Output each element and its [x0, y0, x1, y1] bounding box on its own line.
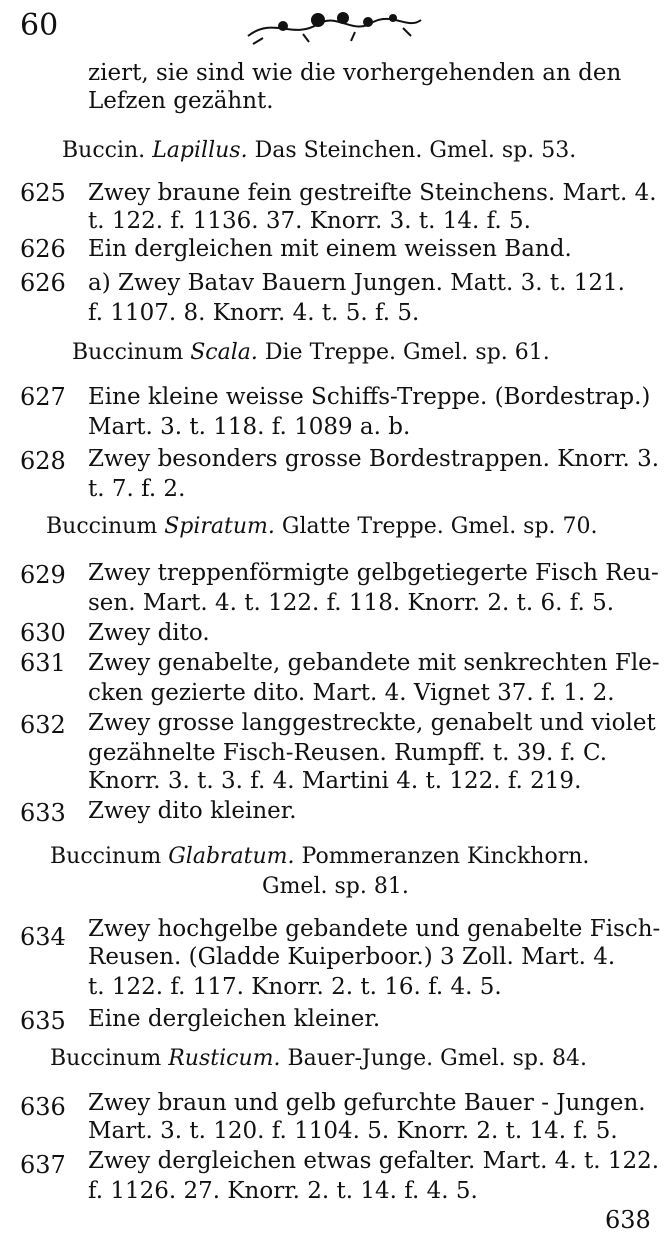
entry-number: 634 — [20, 923, 66, 951]
entry-text: gezähnelte Fisch-Reusen. Rumpff. t. 39. f. C. — [88, 740, 608, 766]
entry-text: Zwey hochgelbe gebandete und genabelte Fisch- — [88, 916, 661, 942]
entry-text: Reusen. (Gladde Kuiperboor.) 3 Zoll. Mart. 4. — [88, 944, 616, 970]
entry-text: cken gezierte dito. Mart. 4. Vignet 37. f. 1. 2. — [88, 680, 615, 706]
entry-text: a) Zwey Batav Bauern Jungen. Matt. 3. t. 121. — [88, 270, 625, 296]
heading-genus: Buccin. — [62, 138, 146, 163]
section-heading-spiratum — [46, 512, 598, 542]
entry-number: 629 — [20, 561, 66, 589]
section-heading-lapillus — [62, 136, 576, 166]
entry-number: 637 — [20, 1151, 66, 1179]
heading-species: Glabratum. — [168, 844, 295, 869]
entry-text: Zwey treppenförmigte gelbgetiegerte Fisch Reu- — [88, 560, 659, 586]
entry-text: t. 122. f. 117. Knorr. 2. t. 16. f. 4. 5. — [88, 974, 502, 1000]
heading-rest: Pommeranzen Kinckhorn. — [301, 844, 590, 869]
page-number: 60 — [20, 8, 59, 43]
entry-text: Mart. 3. t. 118. f. 1089 a. b. — [88, 414, 411, 440]
entry-text: Eine dergleichen kleiner. — [88, 1006, 381, 1032]
section-heading-rusticum — [50, 1044, 587, 1074]
heading-rest: Bauer-Junge. Gmel. sp. 84. — [287, 1046, 587, 1071]
heading-genus: Buccinum — [46, 514, 158, 539]
entry-text: t. 7. f. 2. — [88, 476, 186, 502]
entry-number: 625 — [20, 179, 66, 207]
entry-number: 630 — [20, 619, 66, 647]
entry-text: Zwey dito kleiner. — [88, 798, 297, 824]
intro-line-2: Lefzen gezähnt. — [88, 88, 274, 114]
floral-ornament — [243, 6, 423, 46]
catchword: 638 — [605, 1206, 651, 1234]
heading-species: Rusticum. — [168, 1046, 281, 1071]
entry-text: Eine kleine weisse Schiffs-Treppe. (Bordestrap.) — [88, 384, 651, 410]
entry-number: 631 — [20, 649, 66, 677]
entry-number: 633 — [20, 799, 66, 827]
entry-text: Knorr. 3. t. 3. f. 4. Martini 4. t. 122. f. 219. — [88, 768, 582, 794]
intro-line-1: ziert, sie sind wie die vorhergehenden an den — [88, 60, 622, 86]
entry-text: Zwey dergleichen etwas gefalter. Mart. 4. t. 122. — [88, 1148, 660, 1174]
entry-number: 632 — [20, 711, 66, 739]
section-heading-line-2: Gmel. sp. 81. — [262, 874, 409, 899]
heading-genus: Buccinum — [50, 844, 162, 869]
entry-number: 626 — [20, 269, 66, 297]
entry-number: 635 — [20, 1007, 66, 1035]
heading-rest: Das Steinchen. Gmel. sp. 53. — [254, 138, 577, 163]
entry-text: Zwey genabelte, gebandete mit senkrechten Fle- — [88, 650, 660, 676]
heading-rest: Glatte Treppe. Gmel. sp. 70. — [281, 514, 598, 539]
entry-text: Zwey braune fein gestreifte Steinchens. Mart. 4. — [88, 180, 657, 206]
entry-number: 628 — [20, 447, 66, 475]
section-heading-glabratum — [50, 842, 589, 872]
heading-species: Spiratum. — [164, 514, 275, 539]
entry-text: t. 122. f. 1136. 37. Knorr. 3. t. 14. f. 5. — [88, 208, 531, 234]
entry-text: Zwey braun und gelb gefurchte Bauer - Jungen. — [88, 1090, 646, 1116]
entry-number: 627 — [20, 383, 66, 411]
entry-text: Zwey besonders grosse Bordestrappen. Knorr. 3. — [88, 446, 660, 472]
entry-text: f. 1107. 8. Knorr. 4. t. 5. f. 5. — [88, 300, 420, 326]
heading-genus: Buccinum — [72, 340, 184, 365]
entry-text: sen. Mart. 4. t. 122. f. 118. Knorr. 2. t. 6. f. 5. — [88, 590, 615, 616]
heading-species: Lapillus. — [152, 138, 248, 163]
entry-text: Mart. 3. t. 120. f. 1104. 5. Knorr. 2. t. 14. f. 5. — [88, 1118, 618, 1144]
heading-rest: Die Treppe. Gmel. sp. 61. — [264, 340, 550, 365]
entry-text: Zwey grosse langgestreckte, genabelt und violet — [88, 710, 656, 736]
entry-text: Zwey dito. — [88, 620, 210, 646]
section-heading-scala — [72, 338, 550, 368]
heading-genus: Buccinum — [50, 1046, 162, 1071]
entry-number: 626 — [20, 235, 66, 263]
entry-text: Ein dergleichen mit einem weissen Band. — [88, 236, 572, 262]
heading-species: Scala. — [190, 340, 258, 365]
entry-number: 636 — [20, 1093, 66, 1121]
entry-text: f. 1126. 27. Knorr. 2. t. 14. f. 4. 5. — [88, 1178, 478, 1204]
